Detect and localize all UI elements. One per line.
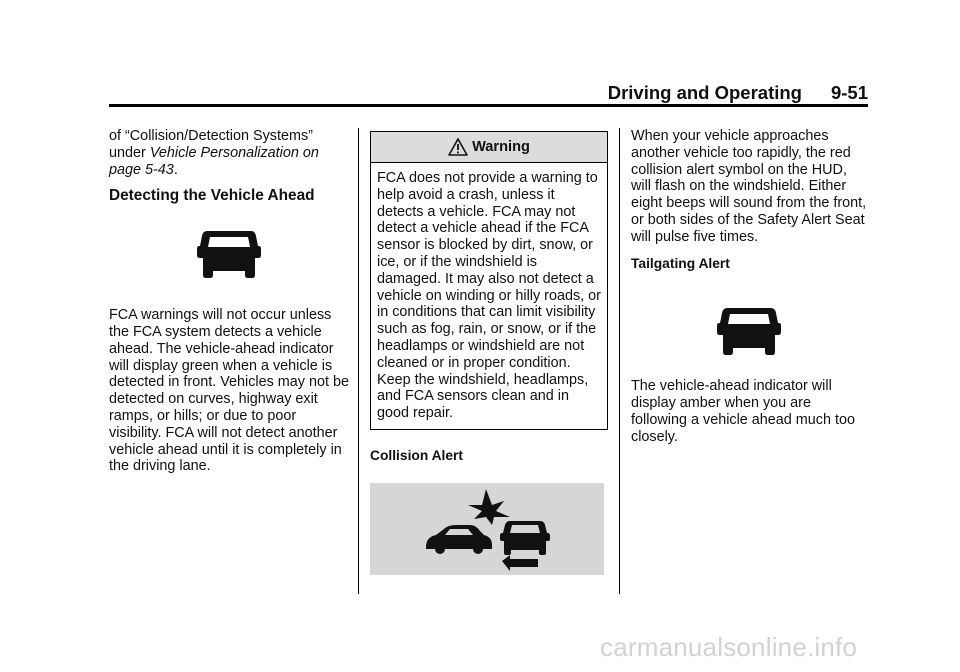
intro-line: of “Collision/Detection Systems”: [109, 128, 313, 144]
intro-reference: under Vehicle Personalization on page 5-43.: [109, 144, 319, 178]
body-text: FCA warnings will not occur unless the FCA system detects a vehicle ahead. The vehicle-ahead indicator will display green when a vehicle is detected in front. Vehicles may not be detected on curves, highway exit ramps, or hills; or due to poor visibility. FCA will not detect another vehicle ahead until it is completely in the driving lane.: [109, 307, 349, 475]
warning-header: [371, 132, 607, 163]
section-heading: Detecting the Vehicle Ahead: [109, 187, 315, 205]
column-3: [631, 128, 867, 446]
column-2: [370, 128, 608, 575]
warning-body: FCA does not provide a warning to help avoid a crash, unless it detects a vehicle. FCA may not detect a vehicle ahead if the FCA sensor is blocked by dirt, snow, or ice, or if the windshield is damaged. It may also not detect a vehicle on winding or hilly roads, or in conditions that can limit visibility such as fog, rain, or snow, or if the headlamps or windshield are not cleaned or in proper condition. Keep the windshield, headlamps, and FCA sensors clean and in good repair.: [377, 170, 601, 422]
collision-alert-heading: Collision Alert: [370, 447, 464, 463]
column-1: [109, 128, 349, 475]
page-number: 9-51: [830, 82, 868, 103]
column-divider: [358, 128, 359, 594]
tailgating-alert-heading: Tailgating Alert: [631, 255, 730, 271]
column-divider: [619, 128, 620, 594]
vehicle-ahead-icon: [109, 227, 349, 279]
body-text: When your vehicle approaches another vehicle too rapidly, the red collision alert symbol on the HUD, will flash on the windshield. Either eight beeps will sound from the front, or both sides of the Safety Alert Seat will pulse five times.: [631, 128, 867, 245]
warning-box: [370, 131, 608, 430]
collision-alert-icon: [370, 483, 604, 575]
page-header: [109, 80, 868, 107]
vehicle-ahead-icon: [631, 304, 867, 356]
section-title: Driving and Operating: [607, 82, 802, 103]
warning-title: Warning: [472, 138, 530, 155]
reference-link[interactable]: Vehicle Personalization on page 5-43: [109, 144, 319, 178]
body-text: The vehicle-ahead indicator will display amber when you are following a vehicle ahead much too closely.: [631, 378, 855, 445]
watermark: carmanualsonline.info: [600, 632, 858, 662]
warning-triangle-icon: [448, 138, 468, 156]
